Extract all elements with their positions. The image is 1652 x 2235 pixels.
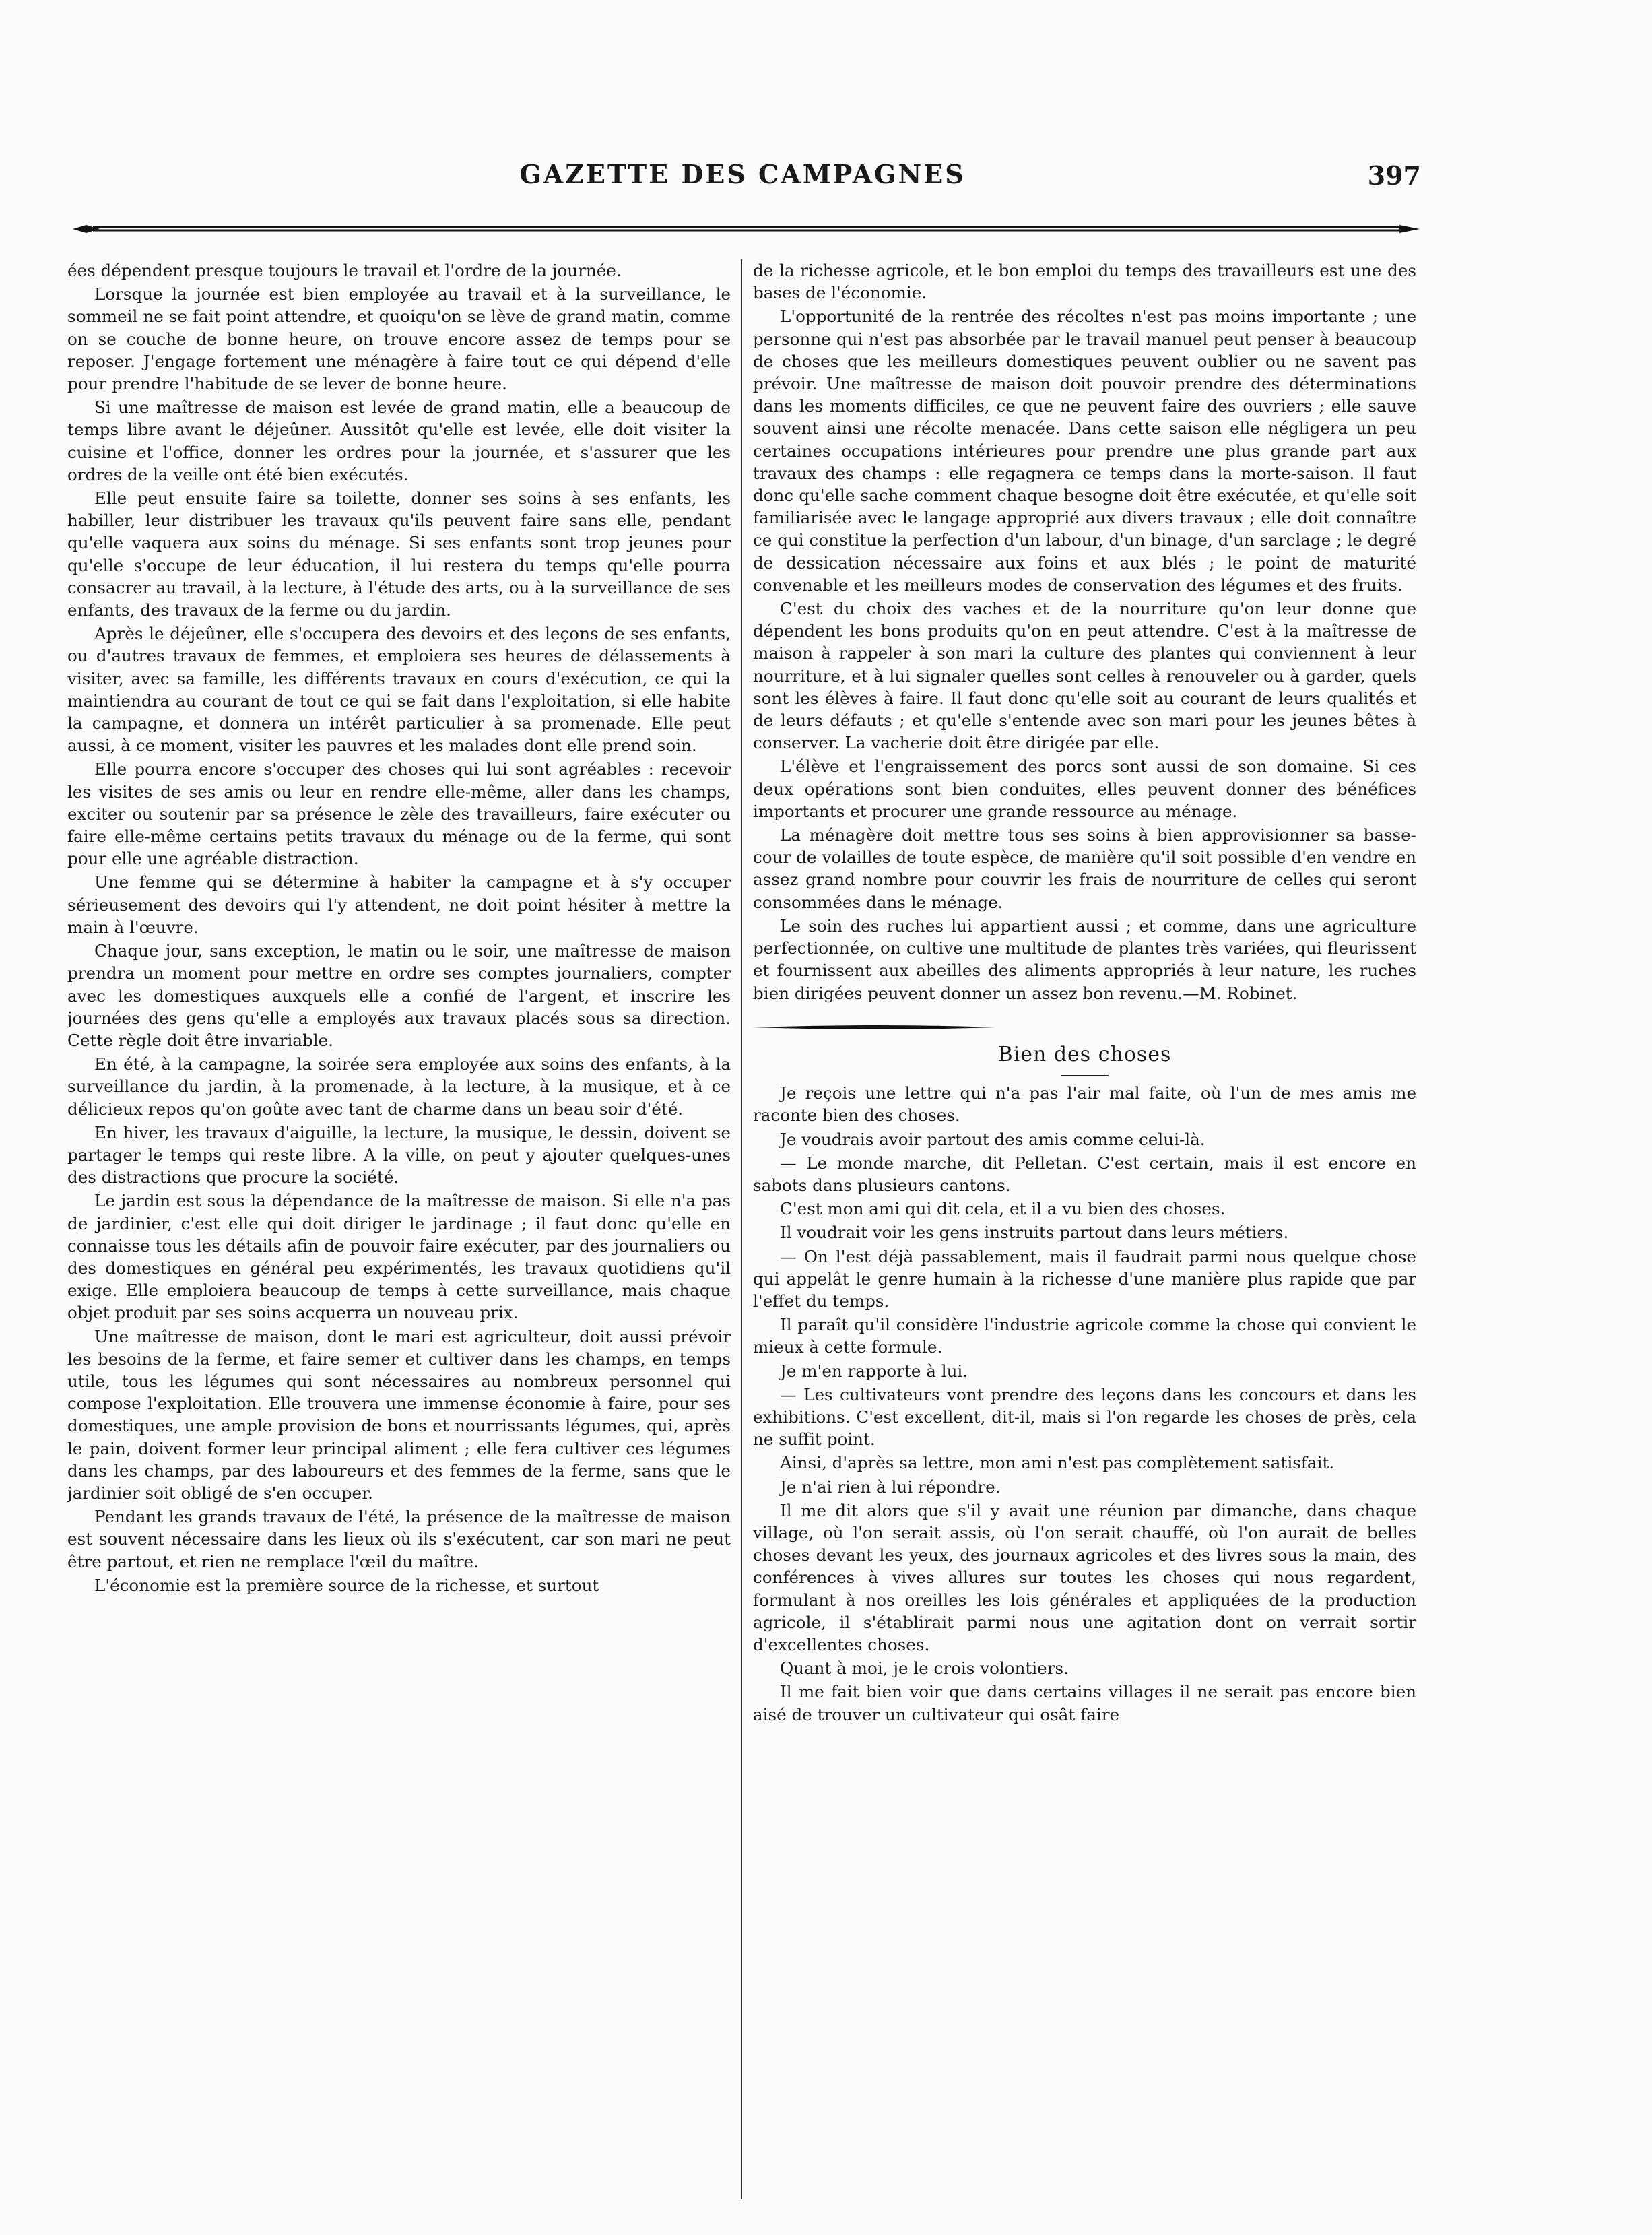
paragraph: ées dépendent presque toujours le travail et l'ordre de la journée. [67,261,622,280]
paragraph: Je reçois une lettre qui n'a pas l'air mal faite, où l'un de mes amis me raconte bien des choses. [753,1083,1416,1126]
paragraph: Elle pourra encore s'occuper des choses qui lui sont agréables : recevoir les visites de ses amis ou leur en rendre elle-même, aller dans les champs, exciter ou soutenir par sa présence le zèle des travailleurs, faire exécuter ou faire elle-même certains petits travaux du ménage ou de la ferme, qui sont pour elle une agréable distraction. [67,759,731,869]
column-divider [741,259,742,2199]
paragraph: C'est du choix des vaches et de la nourriture qu'on leur donne que dépendent les bons produits qu'on en peut attendre. C'est à la maîtresse de maison à rappeler à son mari la culture des plantes qui conviennent à leur nourriture, et à lui signaler quelles sont celles à renouveler ou à garder, quels sont les élèves à faire. Il faut donc qu'elle soit au courant de leurs qualités et de leurs défauts ; et qu'elle s'entende avec son mari pour les jeunes bêtes à conserver. La vacherie doit être dirigée par elle. [753,599,1416,753]
paragraph: L'opportunité de la rentrée des récoltes n'est pas moins importante ; une personne qui n'est pas absorbée par le travail manuel peut penser à beaucoup de choses que les meilleurs domestiques peuvent oublier ou ne savent pas prévoir. Une maîtresse de maison doit pouvoir prendre des déterminations dans les moments difficiles, ce que ne peuvent faire des ouvriers ; elle sauve souvent ainsi une récolte menacée. Dans cette saison elle négligera un peu certaines occupations intérieures pour prendre une plus grande part aux travaux des champs : elle regagnera ce temps dans la morte-saison. Il faut donc qu'elle sache comment chaque besogne doit être exécutée, et qu'elle soit familiarisée avec le langage approprié aux divers travaux ; elle doit connaître ce qui constitue la perfection d'un labour, d'un binage, d'un sarclage ; le degré de dessication nécessaire aux foins et aux blés ; le point de maturité convenable et les meilleurs modes de conservation des légumes et des fruits. [753,306,1416,595]
paragraph: La ménagère doit mettre tous ses soins à bien approvisionner sa basse-cour de volailles de toute espèce, de manière qu'il soit possible d'en vendre en assez grand nombre pour couvrir les frais de nourriture de celles qui seront consommées dans le ménage. [753,825,1416,912]
page-header [64,159,1421,199]
paragraph: L'économie est la première source de la richesse, et surtout [94,1575,599,1595]
paragraph: Il paraît qu'il considère l'industrie agricole comme la chose qui convient le mieux à cette formule. [753,1315,1416,1357]
section-body [753,1082,1416,1726]
paragraph: Chaque jour, sans exception, le matin ou le soir, une maîtresse de maison prendra un moment pour mettre en ordre ses comptes journaliers, compter avec les domestiques auxquels elle a confié de l'argent, et inscrire les journées des gens qu'elle a employés aux travaux placés sous sa direction. Cette règle doit être invariable. [67,941,731,1050]
paragraph: Pendant les grands travaux de l'été, la présence de la maîtresse de maison est souvent nécessaire dans les lieux où ils s'exécutent, car son mari ne peut être partout, et rien ne remplace l'œil du maître. [67,1507,731,1572]
paragraph: Je voudrais avoir partout des amis comme celui-là. [780,1129,1205,1149]
paragraph: — Le monde marche, dit Pelletan. C'est certain, mais il est encore en sabots dans plusieurs cantons. [753,1153,1416,1195]
header-ornamental-rule [73,222,1420,236]
paragraph: Il me dit alors que s'il y avait une réunion par dimanche, dans chaque village, où l'on serait assis, où l'on serait chauffé, où l'on aurait de belles choses devant les yeux, des journaux agricoles et des livres sous la main, des conférences à vives allures sur toutes les choses qui nous regardent, formulant à nos oreilles les lois générales et appliquées de la production agricole, il s'établirait parmi nous une agitation dont on verrait sortir d'excellentes choses. [753,1500,1416,1654]
paragraph: Je m'en rapporte à lui. [780,1361,968,1381]
paragraph: de la richesse agricole, et le bon emploi du temps des travailleurs est une des bases de l'économie. [753,261,1416,303]
paragraph: L'élève et l'engraissement des porcs sont aussi de son domaine. Si ces deux opérations sont bien conduites, elles peuvent donner des bénéfices importants et procurer une grande ressource au ménage. [753,756,1416,821]
paragraph: Lorsque la journée est bien employée au travail et à la surveillance, le sommeil ne se fait point attendre, et quoiqu'on se lève de grand matin, comme on se couche de bonne heure, on trouve encore assez de temps pour se reposer. J'engage fortement une ménagère à faire tout ce qui dépend d'elle pour prendre l'habitude de se lever de bonne heure. [67,284,731,394]
section-separator [753,1023,995,1031]
paragraph: Ainsi, d'après sa lettre, mon ami n'est pas complètement satisfait. [780,1453,1335,1473]
left-column [67,259,731,2216]
paragraph: Je n'ai rien à lui répondre. [780,1477,1001,1497]
paragraph: Il me fait bien voir que dans certains villages il ne serait pas encore bien aisé de trouver un cultivateur qui osât faire [753,1682,1416,1724]
right-column [753,259,1416,2216]
paragraph: C'est mon ami qui dit cela, et il a vu bien des choses. [780,1199,1226,1219]
right-column-text [753,259,1416,1004]
journal-title: GAZETTE DES CAMPAGNES [519,159,966,189]
paragraph: En été, à la campagne, la soirée sera employée aux soins des enfants, à la surveillance du jardin, à la promenade, à la lecture, à la musique, et à ce délicieux repos qu'on goûte avec tant de charme dans un beau soir d'été. [67,1054,731,1119]
paragraph: — On l'est déjà passablement, mais il faudrait parmi nous quelque chose qui appelât le genre humain à la richesse d'une manière plus rapide que par l'effet du temps. [753,1246,1416,1311]
paragraph: Après le déjeûner, elle s'occupera des devoirs et des leçons de ses enfants, ou d'autres travaux de femmes, et emploiera ses heures de délassements à visiter, avec sa famille, les différents travaux en cours d'exécution, ce qui la maintiendra au courant de tout ce qui se fait dans l'exploitation, si elle habite la campagne, et donnera un intérêt particulier à sa promenade. Elle peut aussi, à ce moment, visiter les pauvres et les malades dont elle prend soin. [67,624,731,756]
paragraph: Le soin des ruches lui appartient aussi ; et comme, dans une agriculture perfectionnée, on cultive une multitude de plantes très variées, qui fleurissent et fournissent aux abeilles des aliments appropriés à leur nature, les ruches bien dirigées peuvent donner un assez bon revenu.—M. Robinet. [753,915,1416,1003]
paragraph: En hiver, les travaux d'aiguille, la lecture, la musique, le dessin, doivent se partager le temps qui reste libre. A la ville, on peut y ajouter quelques-unes des distractions que procure la société. [67,1122,731,1188]
paragraph: Quant à moi, je le crois volontiers. [780,1658,1069,1679]
paragraph: Le jardin est sous la dépendance de la maîtresse de maison. Si elle n'a pas de jardinier, c'est elle qui doit diriger le jardinage ; il faut donc qu'elle en connaisse tous les détails afin de pouvoir faire exécuter, par des journaliers ou des domestiques en général peu expérimentés, les travaux quotidiens qu'il exige. Elle emploiera beaucoup de temps à cette surveillance, mais chaque objet produit par ses soins acquerra un nouveau prix. [67,1191,731,1323]
paragraph: Il voudrait voir les gens instruits partout dans leurs métiers. [780,1223,1289,1243]
section-title: Bien des choses [997,1042,1172,1066]
page-number: 397 [1367,160,1421,191]
paragraph: Une femme qui se détermine à habiter la campagne et à s'y occuper sérieusement des devoirs qui l'y attendent, ne doit point hésiter à mettre la main à l'œuvre. [67,872,731,937]
section-title-rule [1061,1075,1109,1076]
paragraph: Elle peut ensuite faire sa toilette, donner ses soins à ses enfants, les habiller, leur distribuer les travaux qu'ils peuvent faire sans elle, pendant qu'elle vaquera aux soins du ménage. Si ses enfants sont trop jeunes pour qu'elle s'occupe de leur éducation, il lui restera du temps qu'elle pourra consacrer au travail, à la lecture, à l'étude des arts, ou à la surveillance de ses enfants, des travaux de la ferme ou du jardin. [67,488,731,620]
paragraph: Si une maîtresse de maison est levée de grand matin, elle a beaucoup de temps libre avant le déjeûner. Aussitôt qu'elle est levée, elle doit visiter la cuisine et l'office, donner les ordres pour la journée, et s'assurer que les ordres de la veille ont été bien exécutés. [67,397,731,484]
paragraph: Une maîtresse de maison, dont le mari est agriculteur, doit aussi prévoir les besoins de la ferme, et faire semer et cultiver dans les champs, en temps utile, tous les légumes qui sont nécessaires au nombreux personnel qui compose l'exploitation. Elle trouvera une immense économie à faire, pour ses domestiques, une ample provision de bons et nourrissants légumes, qui, après le pain, doivent former leur principal aliment ; elle fera cultiver ces légumes dans les champs, par des laboureurs et des femmes de la ferme, sans que le jardinier soit obligé de s'en occuper. [67,1326,731,1503]
paragraph: — Les cultivateurs vont prendre des leçons dans les concours et dans les exhibitions. C'est excellent, dit-il, mais si l'on regarde les choses de près, cela ne suffit point. [753,1384,1416,1450]
